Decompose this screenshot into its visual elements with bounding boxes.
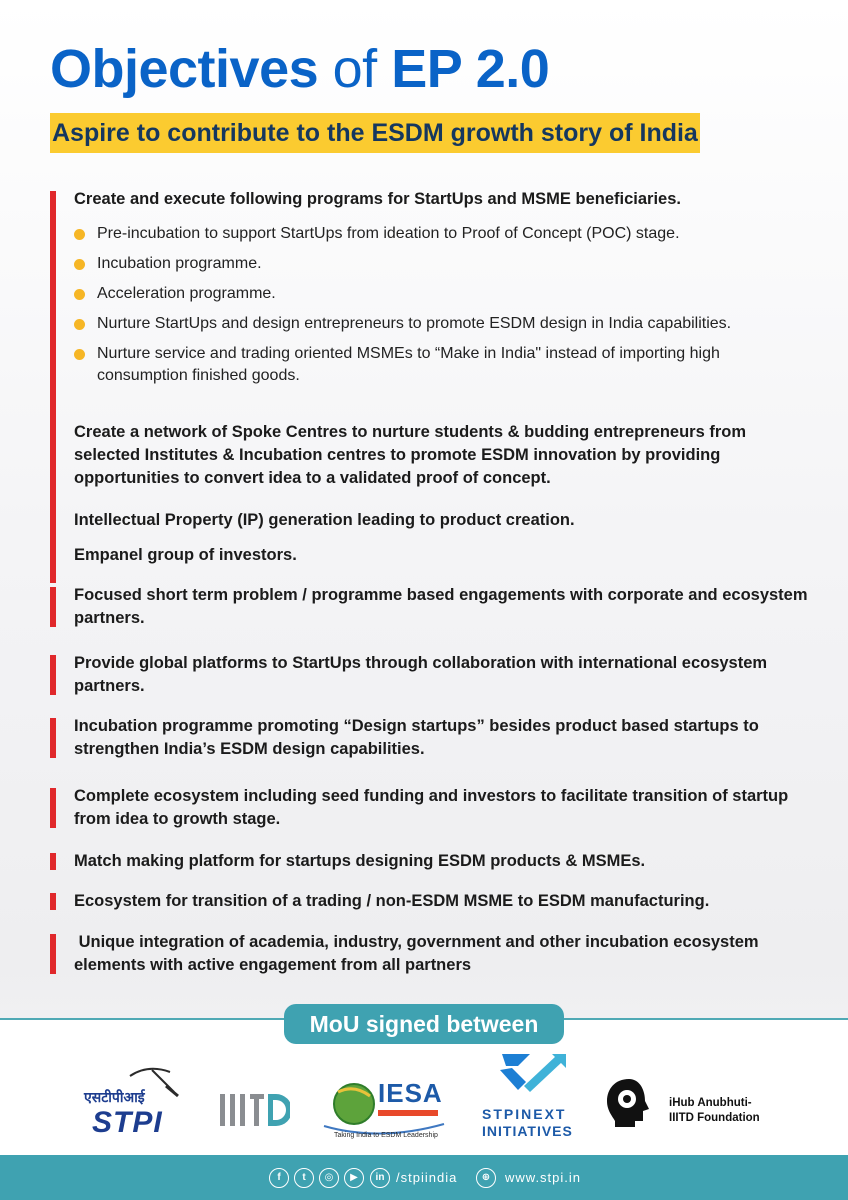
stpinext-text-top: STPINEXT xyxy=(482,1106,567,1122)
objective-item-6 xyxy=(50,652,810,698)
objective-text: Empanel group of investors. xyxy=(74,546,297,564)
stpinext-logo xyxy=(478,1050,582,1142)
objective-text: Incubation programme promoting “Design startups” besides product based startups to strengthen India’s ESDM design capabilities. xyxy=(74,717,759,758)
linkedin-icon[interactable]: in xyxy=(370,1168,390,1188)
sub-list-item: Pre-incubation to support StartUps from ideation to Proof of Concept (POC) stage. xyxy=(74,223,810,245)
bullet-dot-icon xyxy=(74,229,85,240)
red-marker xyxy=(50,547,56,564)
objective-item-11 xyxy=(50,931,810,977)
objective-item-5 xyxy=(50,584,810,630)
iiitd-mark-icon xyxy=(218,1092,290,1128)
iesa-tagline: Taking India to ESDM Leadership xyxy=(334,1132,438,1139)
objective-item-9 xyxy=(50,850,810,873)
objective-item-7 xyxy=(50,715,810,761)
bullet-dot-icon xyxy=(74,319,85,330)
bullet-dot-icon xyxy=(74,289,85,300)
twitter-icon[interactable]: t xyxy=(294,1168,314,1188)
objective-text: Match making platform for startups designing ESDM products & MSMEs. xyxy=(74,852,646,870)
iesa-logo xyxy=(320,1062,448,1144)
objective-text: Ecosystem for transition of a trading / non-ESDM MSME to ESDM manufacturing. xyxy=(74,892,710,910)
facebook-icon[interactable]: f xyxy=(269,1168,289,1188)
red-marker xyxy=(50,893,56,910)
ihub-head-icon xyxy=(605,1075,653,1129)
sub-list-item: Incubation programme. xyxy=(74,253,810,275)
stpinext-text-bottom: INITIATIVES xyxy=(482,1123,573,1139)
objective-item-10 xyxy=(50,890,810,913)
globe-icon: ⊕ xyxy=(476,1168,496,1188)
objective-text: Create and execute following programs for StartUps and MSME beneficiaries. xyxy=(74,190,681,208)
objective-text: Provide global platforms to StartUps through collaboration with international ecosystem partners. xyxy=(74,654,768,695)
bullet-dot-icon xyxy=(74,349,85,360)
iesa-text: IESA xyxy=(378,1078,443,1108)
red-marker xyxy=(50,424,56,487)
objective-item-1 xyxy=(50,188,810,395)
objective-text: Unique integration of academia, industry, government and other incubation ecosystem elements with active engagement from all partners xyxy=(74,933,764,974)
objective-text: Create a network of Spoke Centres to nurture students & budding entrepreneurs from selected Institutes & Incubation centres to promote ESDM innovation by providing opportunities to convert idea to a validated proof of concept. xyxy=(74,423,747,487)
mou-label: MoU signed between xyxy=(284,1004,564,1044)
objective-item-8 xyxy=(50,785,810,831)
instagram-icon[interactable]: ◎ xyxy=(319,1168,339,1188)
iiitd-logo xyxy=(218,1092,290,1128)
red-marker xyxy=(50,655,56,695)
red-marker xyxy=(50,934,56,974)
sub-list-item: Nurture StartUps and design entrepreneurs to promote ESDM design in India capabilities. xyxy=(74,313,810,335)
bullet-dot-icon xyxy=(74,259,85,270)
objective-item-2 xyxy=(50,421,810,490)
title-part-ep: EP 2.0 xyxy=(391,39,550,99)
page-title xyxy=(50,38,549,100)
iesa-underline xyxy=(378,1110,438,1116)
social-handle[interactable]: /stpiindia xyxy=(396,1170,458,1185)
website-link[interactable]: www.stpi.in xyxy=(505,1170,582,1185)
sub-list xyxy=(74,223,810,387)
youtube-icon[interactable]: ▶ xyxy=(344,1168,364,1188)
ihub-text-line2: IIITD Foundation xyxy=(669,1112,760,1124)
objective-item-4 xyxy=(50,544,810,567)
ihub-text-line1: iHub Anubhuti- xyxy=(669,1097,752,1109)
title-part-of: of xyxy=(318,39,392,99)
stpi-native-text: एसटीपीआई xyxy=(84,1089,145,1105)
page-subtitle: Aspire to contribute to the ESDM growth story of India xyxy=(50,113,700,153)
sub-list-item: Nurture service and trading oriented MSMEs to “Make in India" instead of importing high consumption finished goods. xyxy=(74,343,810,387)
red-marker xyxy=(50,512,56,529)
ihub-anubhuti-logo xyxy=(605,1075,775,1135)
red-marker xyxy=(50,587,56,627)
stpi-text: STPI xyxy=(92,1106,163,1139)
stpinext-arrow-icon xyxy=(478,1050,582,1098)
objective-text: Focused short term problem / programme based engagements with corporate and ecosystem partners. xyxy=(74,586,808,627)
red-marker xyxy=(50,788,56,828)
red-marker xyxy=(50,718,56,758)
title-part-objectives: Objectives xyxy=(50,39,319,99)
objective-item-3 xyxy=(50,509,810,532)
red-marker xyxy=(50,853,56,870)
objective-text: Complete ecosystem including seed funding and investors to facilitate transition of startup from idea to growth stage. xyxy=(74,787,789,828)
sub-list-item: Acceleration programme. xyxy=(74,283,810,305)
objective-text: Intellectual Property (IP) generation leading to product creation. xyxy=(74,511,575,529)
stpi-logo xyxy=(78,1062,193,1142)
